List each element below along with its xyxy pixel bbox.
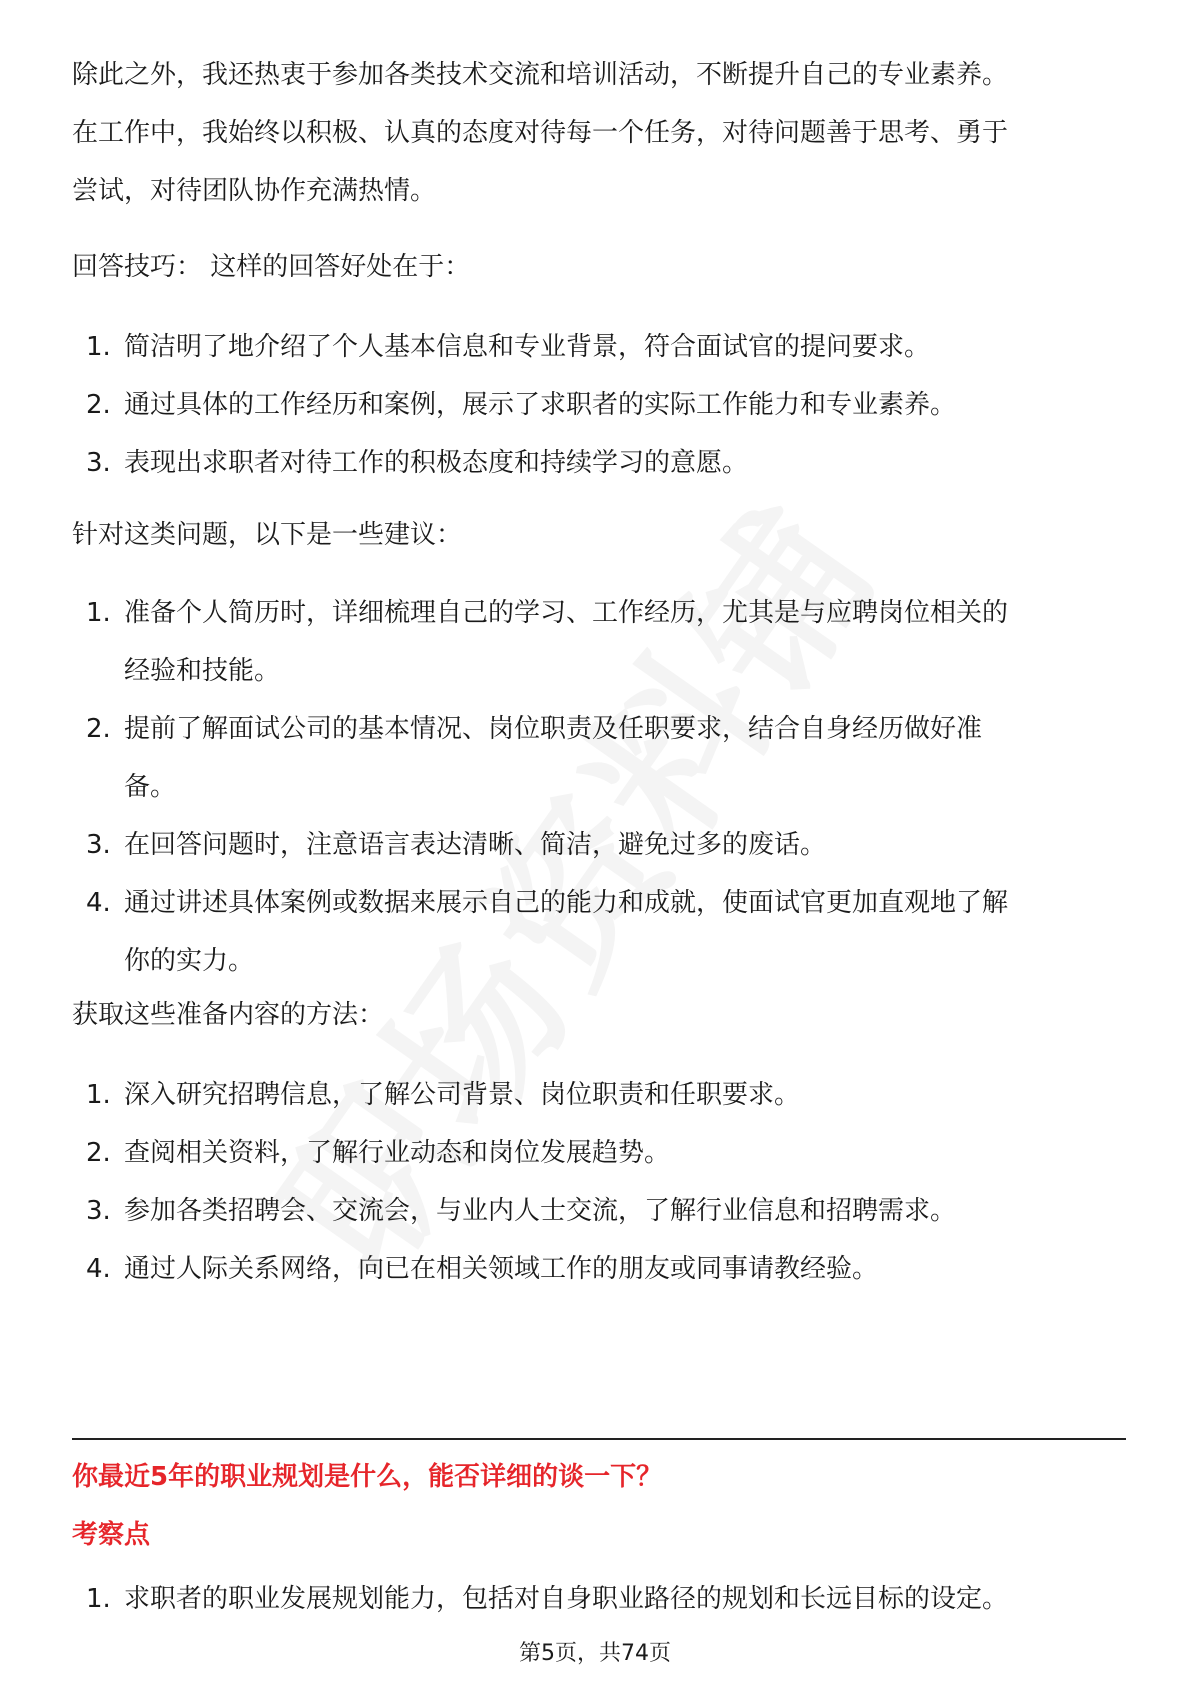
list-text-line: 你的实力。 (124, 946, 255, 976)
list-text-line: 在回答问题时，注意语言表达清晰、简洁，避免过多的废话。 (124, 830, 827, 860)
intro-paragraph (72, 46, 1122, 220)
focus-points-list (72, 1570, 1122, 1628)
list-item (72, 1240, 1122, 1298)
list-text-line: 提前了解面试公司的基本情况、岗位职责及任职要求，结合自身经历做好准 (124, 714, 983, 744)
list-number: 2. (86, 390, 111, 420)
list-text: 简洁明了地介绍了个人基本信息和专业背景，符合面试官的提问要求。 (124, 332, 931, 362)
list-number: 1. (86, 1584, 111, 1614)
list-text: 通过人际关系网络，向已在相关领域工作的朋友或同事请教经验。 (124, 1254, 879, 1284)
section-divider (72, 1438, 1126, 1440)
tips-heading: 回答技巧： 这样的回答好处在于： (72, 252, 471, 282)
list-text: 通过具体的工作经历和案例，展示了求职者的实际工作能力和专业素养。 (124, 390, 957, 420)
list-number: 3. (86, 448, 111, 478)
list-number: 4. (86, 1254, 111, 1284)
list-number: 1. (86, 332, 111, 362)
section-subhead: 考察点 (72, 1520, 151, 1550)
list-number: 4. (86, 888, 111, 918)
list-text: 求职者的职业发展规划能力，包括对自身职业路径的规划和长远目标的设定。 (124, 1584, 1009, 1614)
list-text: 参加各类招聘会、交流会，与业内人士交流，了解行业信息和招聘需求。 (124, 1196, 957, 1226)
list-number: 2. (86, 714, 111, 744)
list-item (72, 318, 1122, 376)
page-number: 第5页，共74页 (519, 1641, 671, 1666)
list-text-line: 通过讲述具体案例或数据来展示自己的能力和成就，使面试官更加直观地了解 (124, 888, 1009, 918)
list-text: 表现出求职者对待工作的积极态度和持续学习的意愿。 (124, 448, 749, 478)
list-number: 3. (86, 830, 111, 860)
list-item (72, 1066, 1122, 1124)
intro-line: 尝试，对待团队协作充满热情。 (72, 176, 437, 206)
list-item (72, 376, 1122, 434)
list-item (72, 1182, 1122, 1240)
list-item (72, 434, 1122, 492)
list-text: 查阅相关资料，了解行业动态和岗位发展趋势。 (124, 1138, 671, 1168)
list-text-line: 准备个人简历时，详细梳理自己的学习、工作经历，尤其是与应聘岗位相关的 (124, 598, 1009, 628)
advice-heading: 针对这类问题，以下是一些建议： (72, 520, 463, 550)
methods-heading: 获取这些准备内容的方法： (72, 1000, 385, 1030)
list-item (72, 1570, 1122, 1628)
intro-line: 在工作中，我始终以积极、认真的态度对待每一个任务，对待问题善于思考、勇于 (72, 118, 1009, 148)
methods-list (72, 1066, 1122, 1298)
advice-list (72, 584, 1122, 990)
question-title: 你最近5年的职业规划是什么，能否详细的谈一下？ (72, 1462, 663, 1492)
list-item (72, 1124, 1122, 1182)
list-item (72, 584, 1122, 700)
list-number: 3. (86, 1196, 111, 1226)
intro-line: 除此之外，我还热衷于参加各类技术交流和培训活动，不断提升自己的专业素养。 (72, 60, 1009, 90)
list-item (72, 700, 1122, 816)
list-text-line: 备。 (124, 772, 177, 802)
list-number: 1. (86, 598, 111, 628)
list-item (72, 874, 1122, 990)
list-text-line: 经验和技能。 (124, 656, 281, 686)
list-number: 1. (86, 1080, 111, 1110)
tips-list (72, 318, 1122, 492)
list-text: 深入研究招聘信息，了解公司背景、岗位职责和任职要求。 (124, 1080, 801, 1110)
list-item (72, 816, 1122, 874)
list-number: 2. (86, 1138, 111, 1168)
